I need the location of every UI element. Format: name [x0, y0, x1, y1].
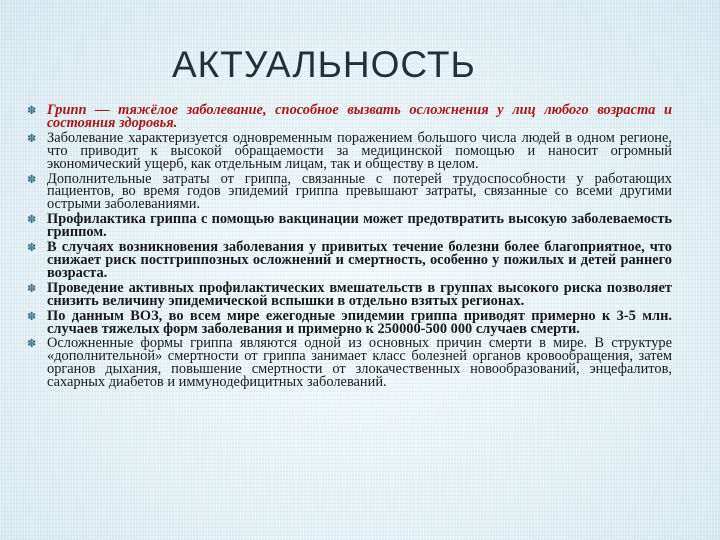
- list-item-text: Проведение активных профилактических вмешательств в группах высокого риска позволяет снизить величину эпидемической вспышки в отдельно взятых регионах.: [47, 279, 672, 309]
- list-item: [26, 307, 672, 337]
- asterisk-bullet-icon: ✽: [27, 281, 37, 295]
- asterisk-bullet-icon: ✽: [27, 131, 37, 145]
- asterisk-bullet-icon: ✽: [27, 241, 37, 255]
- slide-title: АКТУАЛЬНОСТЬ: [172, 44, 476, 85]
- slide-content: [26, 104, 672, 391]
- list-item-text: Заболевание характеризуется одновременным поражением большого числа людей в одном регионе, что приводит к высокой обращаемости за медицинской помощью и наносит огромный экономический ущерб, как отдельным лицам, так и обществу в целом.: [47, 129, 672, 172]
- asterisk-bullet-icon: ✽: [27, 104, 37, 117]
- list-item: [26, 279, 672, 309]
- bullet-list: [26, 104, 672, 389]
- asterisk-bullet-icon: ✽: [27, 337, 37, 351]
- list-item-text: Профилактика гриппа с помощью вакцинации может предотвратить высокую заболеваемость гриппом.: [47, 211, 672, 241]
- list-item-text: По данным ВОЗ, во всем мире ежегодные эпидемии гриппа приводят примерно к 3-5 млн. случаев тяжелых форм заболевания и примерно к 250000-500 000 случаев смерти.: [47, 307, 672, 337]
- asterisk-bullet-icon: ✽: [27, 213, 37, 227]
- list-item-text: Дополнительные затраты от гриппа, связанные с потерей трудоспособности у работающих пациентов, во время годов эпидемий гриппа превышают затраты, связанные со всеми другими острыми заболеваниями.: [47, 170, 672, 213]
- list-item: [26, 213, 672, 239]
- list-item-text: Грипп — тяжёлое заболевание, способное вызвать осложнения у лиц любого возраста и состояния здоровья.: [47, 102, 672, 131]
- asterisk-bullet-icon: ✽: [27, 309, 37, 323]
- list-item: [26, 241, 672, 280]
- list-item: [26, 337, 672, 389]
- list-item: [26, 104, 672, 130]
- list-item-text: В случаях возникновения заболевания у привитых течение болезни более благоприятное, что снижает риск постгриппозных осложнений и смертность, особенно у пожилых и детей раннего возраста.: [47, 239, 672, 281]
- list-item: [26, 129, 672, 172]
- asterisk-bullet-icon: ✽: [27, 172, 37, 186]
- list-item-text: Осложненные формы гриппа являются одной из основных причин смерти в мире. В структуре «дополнительной» смертности от гриппа занимает класс болезней органов кровообращения, затем органов дыхания, повышение смертности от злокачественных новообразований, энцефалитов, сахарных диабетов и иммунодефицитных заболеваний.: [47, 335, 672, 391]
- list-item: [26, 170, 672, 213]
